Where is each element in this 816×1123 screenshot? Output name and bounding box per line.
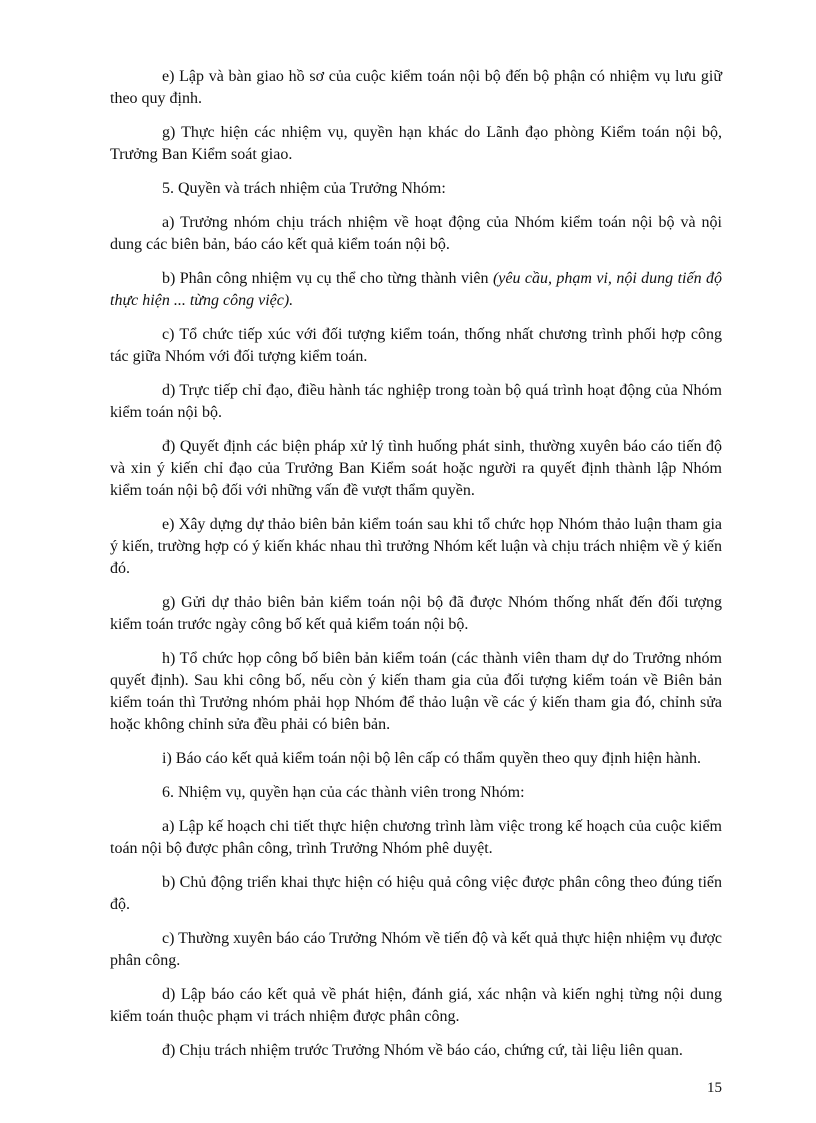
paragraph-15: b) Chủ động triển khai thực hiện có hiệu quả công việc được phân công theo đúng tiến độ. bbox=[110, 874, 722, 913]
paragraph-9: e) Xây dựng dự thảo biên bản kiểm toán sau khi tổ chức họp Nhóm thảo luận tham gia ý kiến, trường hợp có ý kiến khác nhau thì trưởng Nhóm kết luận và chịu trách nhiệm về ý kiến đó. bbox=[110, 516, 722, 577]
paragraph-12: i) Báo cáo kết quả kiểm toán nội bộ lên cấp có thẩm quyền theo quy định hiện hành. bbox=[162, 750, 701, 767]
document-body bbox=[110, 66, 722, 1074]
paragraph-14: a) Lập kế hoạch chi tiết thực hiện chương trình làm việc trong kế hoạch của cuộc kiểm toán nội bộ được phân công, trình Trưởng Nhóm phê duyệt. bbox=[110, 818, 722, 857]
paragraph-4: a) Trưởng nhóm chịu trách nhiệm về hoạt động của Nhóm kiểm toán nội bộ và nội dung các biên bản, báo cáo kết quả kiểm toán nội bộ. bbox=[110, 214, 722, 253]
section-heading-5: 5. Quyền và trách nhiệm của Trưởng Nhóm: bbox=[162, 180, 446, 197]
paragraph-10: g) Gửi dự thảo biên bản kiểm toán nội bộ đã được Nhóm thống nhất đến đối tượng kiểm toán trước ngày công bố kết quả kiểm toán nội bộ. bbox=[110, 594, 722, 633]
paragraph-5-italic: (yêu cầu, phạm vi, nội dung tiến độ thực hiện ... từng công việc). bbox=[110, 270, 723, 309]
paragraph-7: d) Trực tiếp chỉ đạo, điều hành tác nghiệp trong toàn bộ quá trình hoạt động của Nhóm kiểm toán nội bộ. bbox=[110, 382, 722, 421]
paragraph-16: c) Thường xuyên báo cáo Trưởng Nhóm về tiến độ và kết quả thực hiện nhiệm vụ được phân công. bbox=[110, 930, 722, 969]
paragraph-17: d) Lập báo cáo kết quả về phát hiện, đánh giá, xác nhận và kiến nghị từng nội dung kiểm toán thuộc phạm vi trách nhiệm được phân công. bbox=[110, 986, 722, 1025]
page-number: 15 bbox=[707, 1080, 722, 1096]
paragraph-1: e) Lập và bàn giao hồ sơ của cuộc kiểm toán nội bộ đến bộ phận có nhiệm vụ lưu giữ theo quy định. bbox=[110, 68, 722, 107]
section-heading-6: 6. Nhiệm vụ, quyền hạn của các thành viên trong Nhóm: bbox=[162, 784, 525, 801]
paragraph-18: đ) Chịu trách nhiệm trước Trưởng Nhóm về báo cáo, chứng cứ, tài liệu liên quan. bbox=[162, 1042, 683, 1059]
paragraph-5-text: b) Phân công nhiệm vụ cụ thể cho từng thành viên bbox=[162, 270, 493, 287]
paragraph-11: h) Tổ chức họp công bố biên bản kiểm toán (các thành viên tham dự do Trưởng nhóm quyết định). Sau khi công bố, nếu còn ý kiến tham gia của đối tượng kiểm toán về Biên bản kiểm toán thì Trưởng nhóm phải họp Nhóm để thảo luận về các ý kiến tham gia đó, chỉnh sửa hoặc không chỉnh sửa đều phải có biên bản. bbox=[110, 650, 722, 733]
paragraph-2: g) Thực hiện các nhiệm vụ, quyền hạn khác do Lãnh đạo phòng Kiểm toán nội bộ, Trưởng Ban Kiểm soát giao. bbox=[110, 124, 722, 163]
paragraph-8: đ) Quyết định các biện pháp xử lý tình huống phát sinh, thường xuyên báo cáo tiến độ và xin ý kiến chỉ đạo của Trưởng Ban Kiểm soát hoặc người ra quyết định thành lập Nhóm kiểm toán nội bộ đối với những vấn đề vượt thẩm quyền. bbox=[110, 438, 722, 499]
paragraph-5 bbox=[110, 268, 722, 312]
paragraph-6: c) Tổ chức tiếp xúc với đối tượng kiểm toán, thống nhất chương trình phối hợp công tác giữa Nhóm với đối tượng kiểm toán. bbox=[110, 326, 722, 365]
